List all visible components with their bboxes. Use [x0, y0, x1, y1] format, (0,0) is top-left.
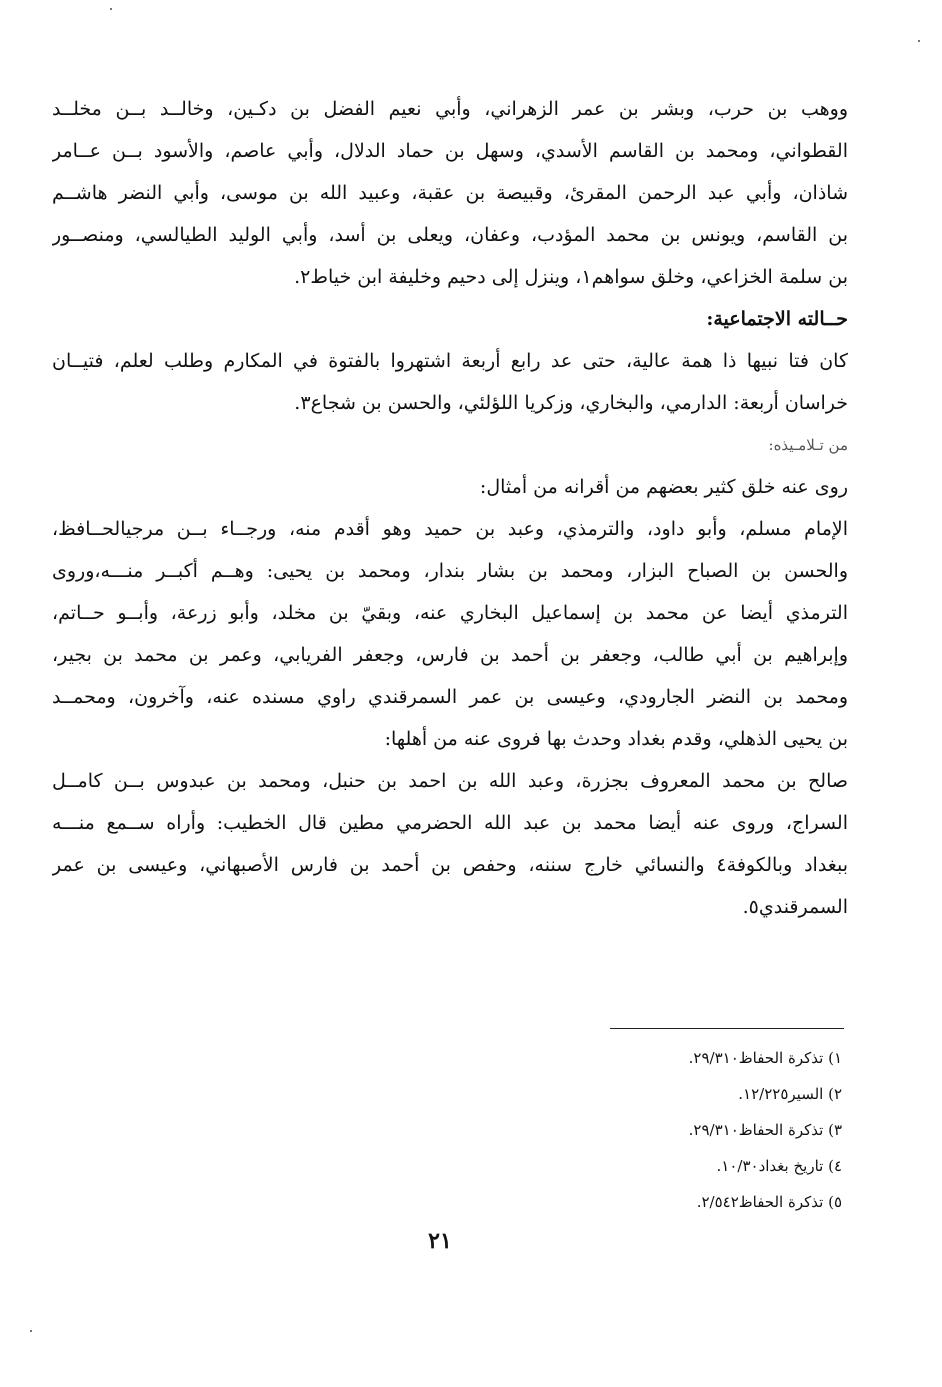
footnotes — [422, 1040, 842, 1220]
section-heading-social: حــالته الاجتماعية: — [706, 308, 848, 330]
section-heading-students: من تـلامـيذه: — [768, 436, 848, 454]
text-line: شاذان، وأبي عبد الرحمن المقرئ، وقبيصة بن عقبة، وعبيد الله بن موسى، وأبي النضر هاشــم — [52, 182, 848, 204]
text-line: بن يحيى الذهلي، وقدم بغداد وحدث بها فروى عنه من أهلها: — [384, 728, 848, 750]
text-line: كان فتا نبيها ذا همة عالية، حتى عد رابع أربعة اشتهروا بالفتوة في المكارم وطلب لعلم، فتيــان — [52, 350, 848, 372]
main-text — [52, 88, 848, 928]
text-line: والحسن بن الصباح البزار، ومحمد بن بشار بندار، ومحمد بن يحيى: وهــم أكبــر منـــه،وروى — [52, 560, 848, 582]
scan-speck — [30, 1330, 32, 1332]
text-line: السراج، وروى عنه أيضا محمد بن عبد الله الحضرمي مطين قال الخطيب: وأراه ســمع منـــه — [52, 812, 848, 834]
scan-speck — [918, 40, 920, 42]
text-line: بن القاسم، ويونس بن محمد المؤدب، وعفان، ويعلى بن أسد، وأبي الوليد الطيالسي، ومنصــور — [52, 224, 848, 246]
scan-speck — [110, 8, 112, 10]
text-line: ببغداد وبالكوفة٤ والنسائي خارج سننه، وحفص بن أحمد بن فارس الأصبهاني، وعيسى بن عمر — [52, 854, 848, 876]
footnote-item: ٥) تذكرة الحفاظ٢/٥٤٢. — [696, 1193, 842, 1211]
text-line: روى عنه خلق كثير بعضهم من أقرانه من أمثال: — [479, 476, 848, 498]
text-line: ومحمد بن النضر الجارودي، وعيسى بن عمر السمرقندي راوي مسنده عنه، وآخرون، ومحمــد — [52, 686, 848, 708]
text-line: صالح بن محمد المعروف بجزرة، وعبد الله بن احمد بن حنبل، ومحمد بن عبدوس بــن كامــل — [52, 770, 848, 792]
footnote-divider — [610, 1028, 844, 1029]
text-line: القطواني، ومحمد بن القاسم الأسدي، وسهل بن حماد الدلال، وأبي عاصم، والأسود بــن عــامر — [52, 140, 848, 162]
text-line: الترمذي أيضا عن محمد بن إسماعيل البخاري عنه، وبقيّ بن مخلد، وأبو زرعة، وأبــو حــاتم، — [52, 602, 848, 624]
text-line: وإبراهيم بن أبي طالب، وجعفر بن أحمد بن فارس، وجعفر الفريابي، وعمر بن محمد بن بجير، — [52, 644, 848, 666]
footnote-item: ٣) تذكرة الحفاظ٢٩/٣١٠. — [688, 1121, 842, 1139]
text-line: خراسان أربعة: الدارمي، والبخاري، وزكريا اللؤلئي، والحسن بن شجاع٣. — [294, 392, 848, 414]
text-line: ووهب بن حرب، وبشر بن عمر الزهراني، وأبي نعيم الفضل بن دكـين، وخالــد بــن مخلــد — [52, 98, 848, 120]
text-line: بن سلمة الخزاعي، وخلق سواهم١، وينزل إلى دحيم وخليفة ابن خياط٢. — [294, 266, 848, 288]
page-number: ٢١ — [428, 1228, 452, 1254]
text-line: السمرقندي٥. — [742, 896, 848, 918]
footnote-item: ١) تذكرة الحفاظ٢٩/٣١٠. — [688, 1049, 842, 1067]
footnote-item: ٢) السير١٢/٢٢٥. — [738, 1085, 842, 1103]
footnote-item: ٤) تاريخ بغداد١٠/٣٠. — [716, 1157, 842, 1175]
text-line: الإمام مسلم، وأبو داود، والترمذي، وعبد بن حميد وهو أقدم منه، ورجــاء بــن مرجيالحــافظ، — [52, 518, 848, 540]
